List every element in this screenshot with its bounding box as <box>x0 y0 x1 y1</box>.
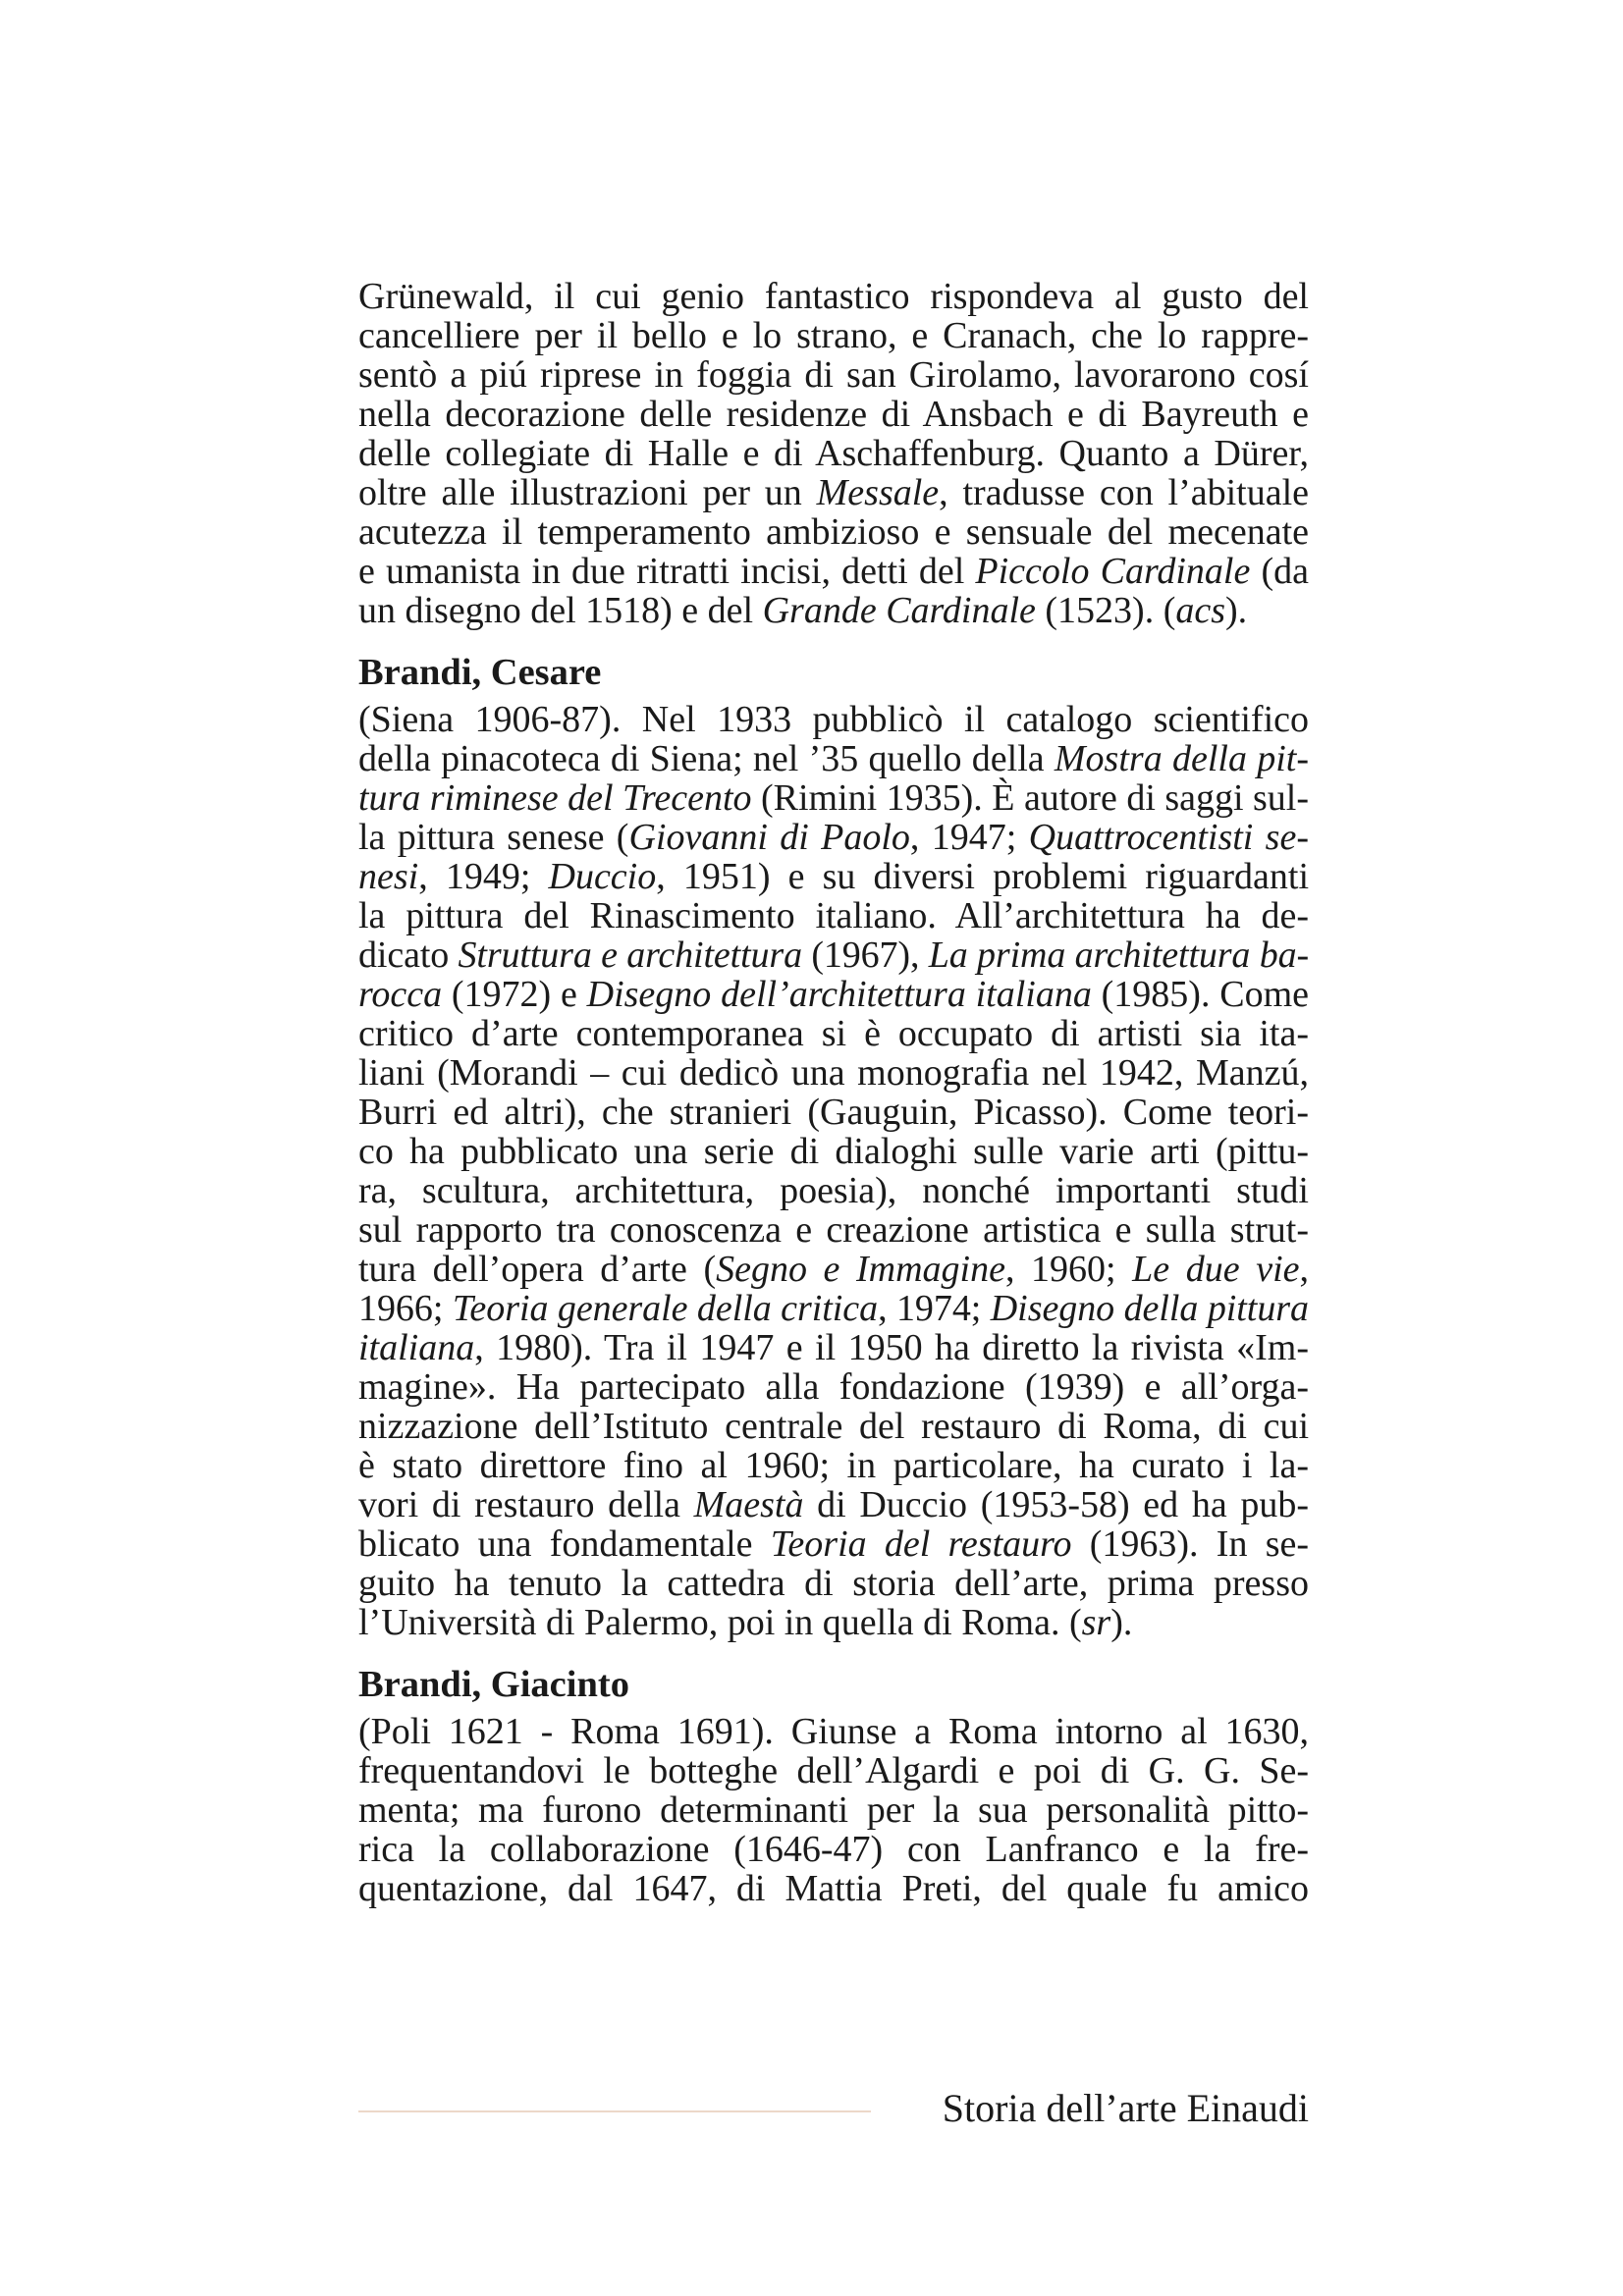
footer-rule <box>358 2110 871 2112</box>
text-line: l’Università di Palermo, poi in quella di Roma. (sr). <box>358 1602 1133 1643</box>
text-line: nizzazione dell’Istituto centrale del restauro di Roma, di cui <box>358 1406 1309 1447</box>
text-line: liani (Morandi – cui dedicò una monografia nel 1942, Manzú, <box>358 1052 1309 1094</box>
text-line: tura dell’opera d’arte (Segno e Immagine, 1960; Le due vie, <box>358 1249 1309 1290</box>
entry-text-brandi-giacinto <box>358 1712 1309 1908</box>
text-line: delle collegiate di Halle e di Aschaffenburg. Quanto a Dürer, <box>358 433 1309 474</box>
text-line: italiana, 1980). Tra il 1947 e il 1950 ha diretto la rivista «Im- <box>358 1327 1309 1368</box>
text-line: tura riminese del Trecento (Rimini 1935). È autore di saggi sul- <box>358 777 1309 819</box>
text-line: rocca (1972) e Disegno dell’architettura italiana (1985). Come <box>358 974 1309 1015</box>
text-line: menta; ma furono determinanti per la sua personalità pitto- <box>358 1789 1309 1831</box>
text-line: dicato Struttura e architettura (1967), La prima architettura ba- <box>358 934 1310 976</box>
text-line: (Siena 1906-87). Nel 1933 pubblicò il catalogo scientifico <box>358 699 1309 740</box>
text-line: cancelliere per il bello e lo strano, e Cranach, che lo rappre- <box>358 315 1309 356</box>
text-line: rica la collaborazione (1646-47) con Lanfranco e la fre- <box>358 1829 1309 1870</box>
text-line: Burri ed altri), che stranieri (Gauguin, Picasso). Come teori- <box>358 1092 1309 1133</box>
entry-heading-brandi-cesare: Brandi, Cesare <box>358 652 602 693</box>
text-line: un disegno del 1518) e del Grande Cardinale (1523). (acs). <box>358 590 1248 631</box>
footer-publication-title: Storia dell’arte Einaudi <box>942 2086 1309 2130</box>
text-line: guito ha tenuto la cattedra di storia dell’arte, prima presso <box>358 1563 1309 1604</box>
text-line: acutezza il temperamento ambizioso e sensuale del mecenate <box>358 511 1309 553</box>
text-line: sentò a piú riprese in foggia di san Girolamo, lavorarono cosí <box>358 354 1309 396</box>
text-line: magine». Ha partecipato alla fondazione (1939) e all’orga- <box>358 1366 1309 1408</box>
entry-text-brandi-cesare <box>358 700 1309 1642</box>
text-line: frequentandovi le botteghe dell’Algardi e poi di G. G. Se- <box>358 1750 1309 1791</box>
text-line: quentazione, dal 1647, di Mattia Preti, del quale fu amico <box>358 1868 1309 1909</box>
text-line: nesi, 1949; Duccio, 1951) e su diversi problemi riguardanti <box>358 856 1310 897</box>
text-line: blicato una fondamentale Teoria del restauro (1963). In se- <box>358 1523 1309 1565</box>
text-line: è stato direttore fino al 1960; in particolare, ha curato i la- <box>358 1445 1309 1486</box>
entry-continuation-text <box>358 277 1309 630</box>
text-line: sul rapporto tra conoscenza e creazione artistica e sulla strut- <box>358 1209 1309 1251</box>
text-line: co ha pubblicato una serie di dialoghi sulle varie arti (pittu- <box>358 1131 1309 1172</box>
text-line: (Poli 1621 - Roma 1691). Giunse a Roma intorno al 1630, <box>358 1711 1309 1752</box>
text-line: la pittura del Rinascimento italiano. All’architettura ha de- <box>358 895 1309 936</box>
text-line: ra, scultura, architettura, poesia), nonché importanti studi <box>358 1170 1309 1211</box>
text-line: oltre alle illustrazioni per un Messale, tradusse con l’abituale <box>358 472 1310 513</box>
text-line: vori di restauro della Maestà di Duccio (1953-58) ed ha pub- <box>358 1484 1309 1525</box>
text-line: Grünewald, il cui genio fantastico rispondeva al gusto del <box>358 276 1309 317</box>
entry-heading-brandi-giacinto: Brandi, Giacinto <box>358 1664 629 1705</box>
text-line: critico d’arte contemporanea si è occupato di artisti sia ita- <box>358 1013 1309 1054</box>
text-line: e umanista in due ritratti incisi, detti del Piccolo Cardinale (da <box>358 551 1309 592</box>
text-line: della pinacoteca di Siena; nel ’35 quello della Mostra della pit- <box>358 738 1309 779</box>
text-line: nella decorazione delle residenze di Ansbach e di Bayreuth e <box>358 394 1309 435</box>
text-line: la pittura senese (Giovanni di Paolo, 1947; Quattrocentisti se- <box>358 817 1309 858</box>
text-line: 1966; Teoria generale della critica, 1974; Disegno della pittura <box>358 1288 1309 1329</box>
page-body <box>358 277 1309 1908</box>
